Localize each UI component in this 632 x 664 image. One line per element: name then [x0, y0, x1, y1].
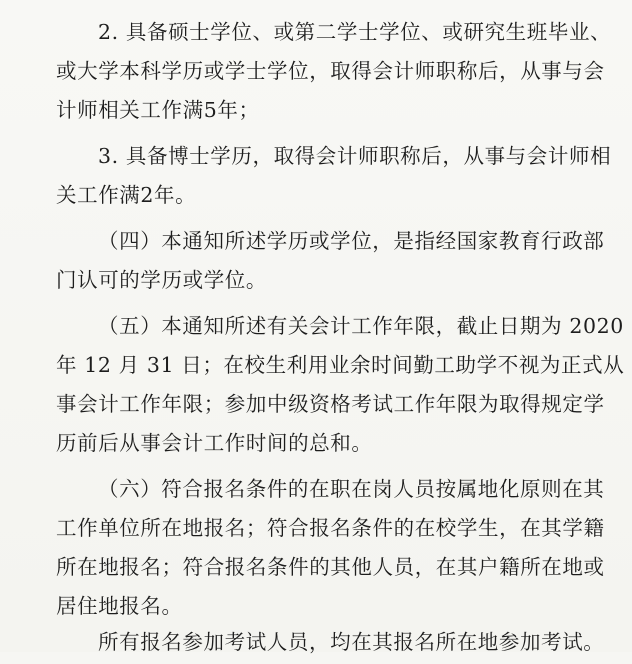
text-line: 所有报名参加考试人员，均在其报名所在地参加考试。 — [98, 630, 605, 654]
text-line: 年 12 月 31 日；在校生利用业余时间勤工助学不视为正式从 — [56, 353, 625, 377]
text-line: 所在地报名；符合报名条件的其他人员，在其户籍所在地或 — [56, 555, 605, 579]
text-line: 门认可的学历或学位。 — [56, 268, 267, 292]
text-line: 或大学本科学历或学士学位，取得会计师职称后，从事与会 — [56, 59, 605, 83]
text-line: 事会计工作年限；参加中级资格考试工作年限为取得规定学 — [56, 392, 605, 416]
text-line: 关工作满2年。 — [56, 183, 197, 207]
text-line: 计师相关工作满5年； — [56, 98, 260, 122]
text-line: （四）本通知所述学历或学位，是指经国家教育行政部 — [98, 229, 605, 253]
text-line: 3. 具备博士学历，取得会计师职称后，从事与会计师相 — [98, 144, 612, 168]
text-line: （六）符合报名条件的在职在岗人员按属地化原则在其 — [98, 477, 605, 501]
text-line: 2. 具备硕士学位、或第二学士学位、或研究生班毕业、 — [98, 20, 612, 44]
text-line: 工作单位所在地报名；符合报名条件的在校学生，在其学籍 — [56, 516, 605, 540]
text-line: 居住地报名。 — [56, 594, 183, 618]
text-line: （五）本通知所述有关会计工作年限，截止日期为 2020 — [98, 314, 624, 338]
text-line: 历前后从事会计工作时间的总和。 — [56, 431, 373, 455]
